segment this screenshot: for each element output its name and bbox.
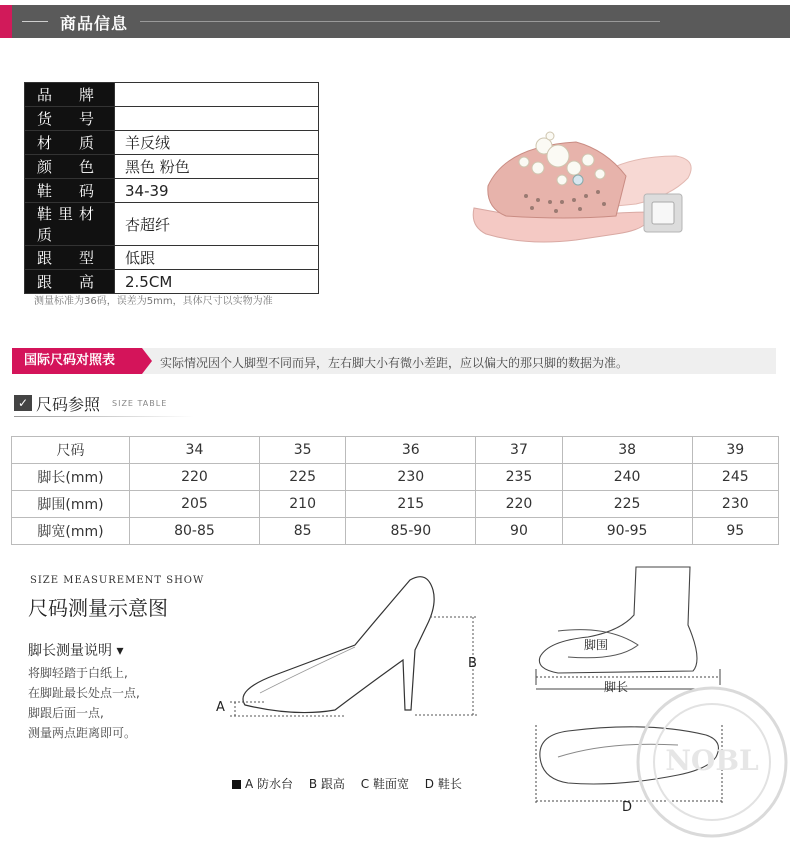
size-cell: 225 [259, 464, 345, 491]
info-row [25, 246, 319, 270]
legend-item: D 鞋长 [424, 777, 462, 791]
info-value: 杏超纤 [115, 203, 319, 246]
label-a: A [216, 700, 225, 715]
header-divider-right [140, 21, 660, 22]
size-cell: 235 [476, 464, 562, 491]
measure-en-title: SIZE MEASUREMENT SHOW [30, 575, 205, 586]
heel-shoe-drawing [205, 565, 495, 730]
info-row [25, 270, 319, 294]
size-cell: 36 [346, 437, 476, 464]
foot-length-title: 脚长测量说明 ▾ [28, 643, 124, 659]
foot-side-drawing [528, 565, 728, 695]
foot-length-step: 测量两点距离即可。 [28, 726, 137, 740]
size-cell: 230 [346, 464, 476, 491]
size-ref-underline [14, 416, 194, 417]
size-cell: 85-90 [346, 518, 476, 545]
size-cell: 90 [476, 518, 562, 545]
info-value: 羊反绒 [115, 131, 319, 155]
size-cell: 35 [259, 437, 345, 464]
size-cell: 39 [692, 437, 778, 464]
checkmark-icon: ✓ [14, 395, 32, 411]
size-row-header: 脚围(mm) [12, 491, 130, 518]
size-cell: 220 [476, 491, 562, 518]
info-key: 颜 色 [25, 155, 115, 179]
info-row [25, 203, 319, 246]
size-cell: 90-95 [562, 518, 692, 545]
size-row [12, 464, 779, 491]
info-key: 材 质 [25, 131, 115, 155]
label-d: D [622, 800, 633, 815]
size-cell: 205 [130, 491, 260, 518]
info-row [25, 83, 319, 107]
size-row [12, 491, 779, 518]
size-cell: 210 [259, 491, 345, 518]
info-key: 鞋里材质 [25, 203, 115, 246]
measure-note: 测量标准为36码，误差为5mm，具体尺寸以实物为准 [34, 296, 273, 307]
foot-length-step: 在脚趾最长处点一点, [28, 686, 140, 700]
section-header [0, 5, 790, 38]
size-cell: 80-85 [130, 518, 260, 545]
size-table [11, 436, 779, 545]
measure-legend [232, 775, 474, 792]
info-key: 货 号 [25, 107, 115, 131]
size-cell: 37 [476, 437, 562, 464]
size-cell: 85 [259, 518, 345, 545]
size-cell: 38 [562, 437, 692, 464]
product-image [466, 116, 706, 256]
size-row-header: 脚宽(mm) [12, 518, 130, 545]
length-label: 脚长 [604, 680, 629, 694]
header-accent [0, 5, 12, 38]
section-title: 商品信息 [60, 14, 129, 33]
legend-item: A 防水台 [232, 777, 293, 791]
legend-item: B 跟高 [308, 777, 345, 791]
foot-length-step: 脚跟后面一点, [28, 706, 104, 720]
size-cell: 95 [692, 518, 778, 545]
size-ref-subtitle: SIZE TABLE [112, 399, 168, 408]
legend-item: C 鞋面宽 [360, 777, 409, 791]
size-cell: 240 [562, 464, 692, 491]
product-info-table [24, 82, 319, 294]
info-value: 黑色 粉色 [115, 155, 319, 179]
intl-size-bar [12, 348, 776, 374]
intl-size-note: 实际情况因个人脚型不同而异，左右脚大小有微小差距，应以偏大的那只脚的数据为准。 [160, 356, 629, 370]
info-value [115, 83, 319, 107]
info-value: 2.5CM [115, 270, 319, 294]
label-b: B [468, 656, 477, 671]
size-row [12, 518, 779, 545]
size-row-header: 脚长(mm) [12, 464, 130, 491]
info-row [25, 179, 319, 203]
info-row [25, 155, 319, 179]
info-key: 品 牌 [25, 83, 115, 107]
header-divider-left [22, 21, 48, 22]
legend-square-icon [232, 780, 241, 789]
intl-size-tag: 国际尺码对照表 [12, 348, 142, 374]
size-cell: 215 [346, 491, 476, 518]
size-cell: 230 [692, 491, 778, 518]
size-cell: 220 [130, 464, 260, 491]
info-value: 34-39 [115, 179, 319, 203]
measure-zh-title: 尺码测量示意图 [28, 596, 168, 620]
size-row-header: 尺码 [12, 437, 130, 464]
info-row [25, 131, 319, 155]
size-row [12, 437, 779, 464]
size-cell: 245 [692, 464, 778, 491]
info-key: 鞋 码 [25, 179, 115, 203]
size-ref-title: 尺码参照 [36, 395, 101, 414]
info-value: 低跟 [115, 246, 319, 270]
girth-label: 脚围 [584, 638, 609, 652]
info-key: 跟 型 [25, 246, 115, 270]
info-row [25, 107, 319, 131]
foot-length-step: 将脚轻踏于白纸上, [28, 666, 128, 680]
size-cell: 34 [130, 437, 260, 464]
info-value [115, 107, 319, 131]
svg-text:NOBL: NOBL [665, 744, 759, 777]
info-key: 跟 高 [25, 270, 115, 294]
size-cell: 225 [562, 491, 692, 518]
watermark-seal-icon [632, 682, 790, 842]
